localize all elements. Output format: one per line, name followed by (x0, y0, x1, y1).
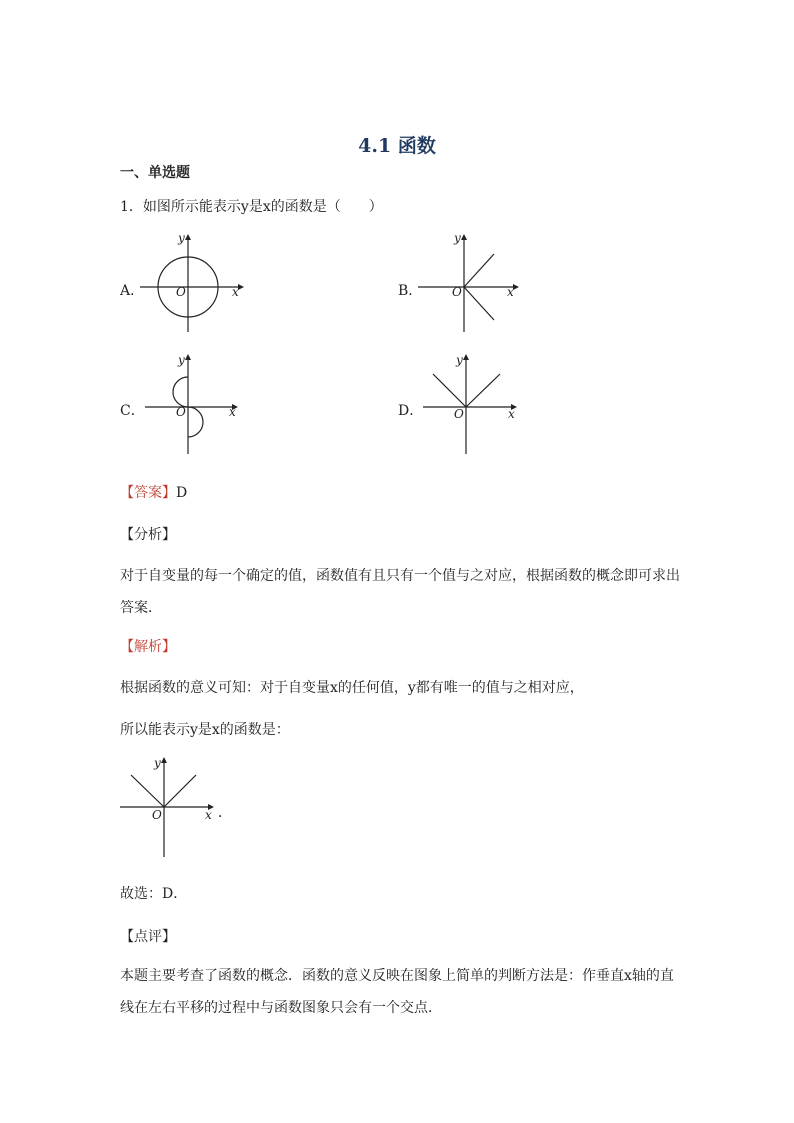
option-d-label: D． (398, 403, 424, 419)
option-b-label: B． (398, 283, 423, 299)
answer-tag: 【答案】 (120, 485, 176, 501)
solution-graph (118, 755, 228, 860)
comment-tag: 【点评】 (120, 929, 176, 945)
y-label: y (454, 232, 461, 245)
lower-ray (464, 287, 494, 320)
question-text: 1．如图所示能表示y是x的函数是（ ） (120, 199, 383, 215)
option-d-graph (418, 352, 528, 457)
left-ray (433, 374, 466, 407)
x-label: x (232, 285, 239, 299)
y-label: y (456, 353, 463, 367)
x-arrow (513, 284, 519, 290)
x-label: x (229, 405, 236, 419)
right-ray (466, 374, 500, 407)
option-c-label: C． (120, 403, 145, 419)
origin-label: O (176, 405, 186, 419)
x-label: x (508, 407, 515, 421)
section-heading: 一、单选题 (120, 165, 190, 181)
upper-ray (464, 254, 494, 287)
answer-line (120, 482, 187, 502)
origin-label: O (152, 808, 162, 822)
y-arrow (461, 234, 467, 240)
comment-text: 本题主要考查了函数的概念．函数的意义反映在图象上简单的判断方法是：作垂直x轴的直线在左右平移的过程中与函数图象只会有一个交点． (120, 968, 674, 1016)
origin-label: O (452, 285, 462, 299)
x-label: x (507, 285, 514, 299)
solution-line1: 根据函数的意义可知：对于自变量x的任何值，y都有唯一的值与之相对应， (120, 680, 584, 696)
option-a-label: A． (120, 283, 145, 299)
origin-label: O (176, 285, 186, 299)
left-ray (131, 775, 164, 807)
y-label: y (154, 756, 161, 770)
option-a-graph (140, 232, 250, 332)
y-arrow (463, 354, 469, 360)
x-arrow (238, 284, 244, 290)
choose-text: 故选：D． (120, 886, 188, 902)
y-arrow (161, 757, 167, 763)
y-arrow (185, 234, 191, 240)
solution-line2: 所以能表示y是x的函数是： (120, 722, 290, 738)
upper-left-semicircle (173, 377, 188, 407)
option-b-graph (418, 232, 528, 332)
solution-tag: 【解析】 (120, 639, 176, 655)
y-label: y (178, 353, 185, 367)
x-label: x (205, 808, 212, 822)
page-title: 4.1 函数 (358, 135, 436, 157)
analysis-text: 对于自变量的每一个确定的值，函数值有且只有一个值与之对应，根据函数的概念即可求出答案． (120, 568, 680, 616)
origin-label: O (454, 407, 464, 421)
lower-right-semicircle (188, 407, 203, 437)
answer-value: D (176, 485, 188, 501)
y-label: y (178, 232, 185, 245)
solution-period: ． (218, 805, 232, 821)
option-c-graph (140, 352, 250, 457)
analysis-tag: 【分析】 (120, 527, 176, 543)
right-ray (164, 775, 196, 807)
y-arrow (185, 354, 191, 360)
